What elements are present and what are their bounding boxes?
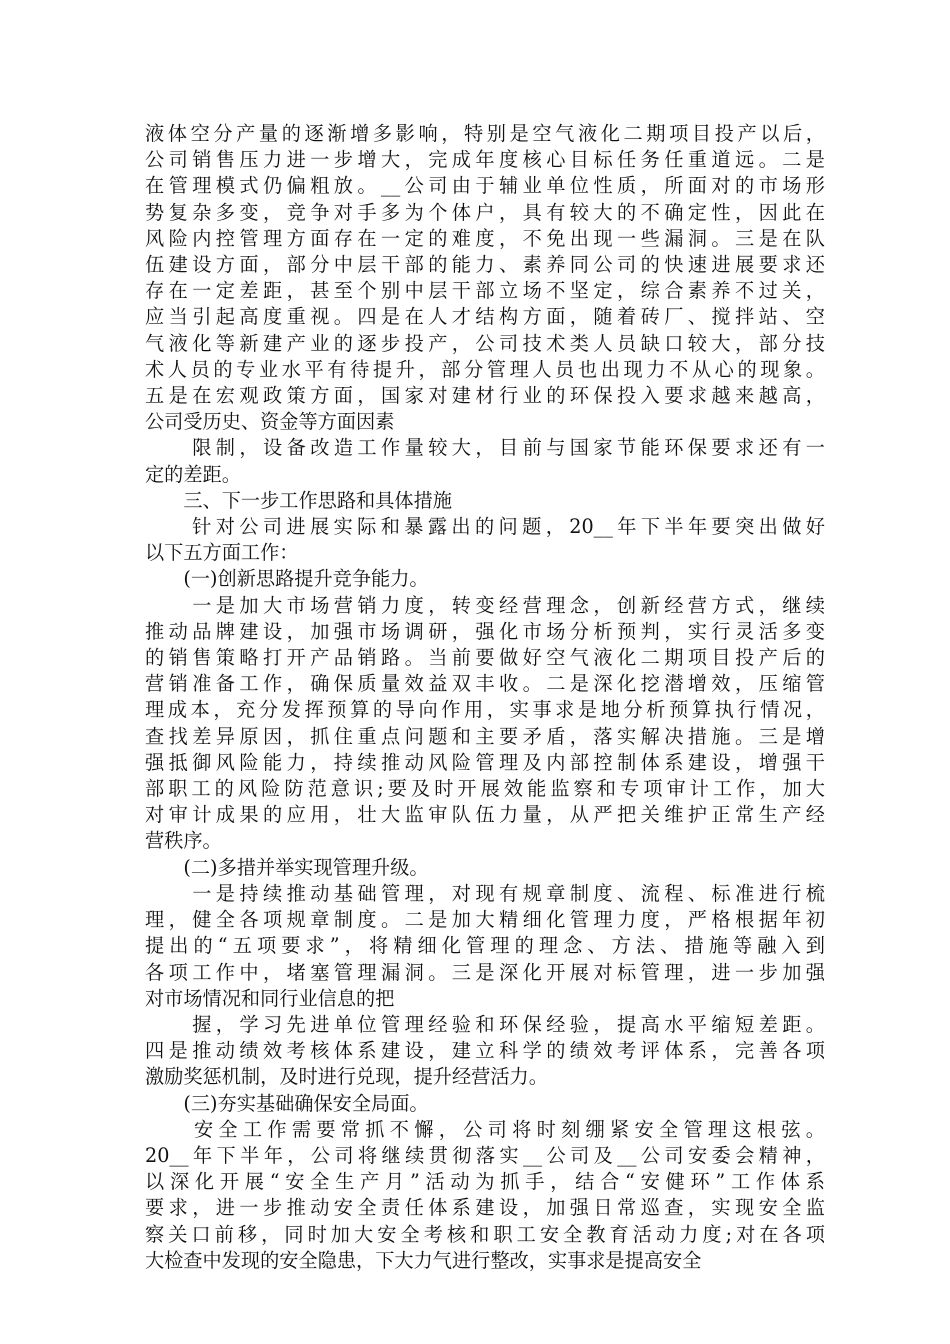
text-line: 势复杂多变，竞争对手多为个体户，具有较大的不确定性，因此在 [145, 200, 825, 224]
text-line: 定的差距。 [145, 462, 241, 486]
text-line: 气液化等新建产业的逐步投产，公司技术类人员缺口较大，部分技 [145, 331, 825, 355]
text-line: 营秩序。 [145, 829, 222, 853]
text-line: 限制，设备改造工作量较大，目前与国家节能环保要求还有一 [145, 436, 825, 460]
text-line: 20__年下半年，公司将继续贯彻落实__公司及__公司安委会精神， [145, 1143, 825, 1167]
paragraph [145, 566, 825, 592]
text-line: 以深化开展“安全生产月”活动为抓手，结合“安健环”工作体系 [145, 1170, 825, 1194]
text-line: 液体空分产量的逐渐增多影响，特别是空气液化二期项目投产以后， [145, 122, 825, 145]
paragraph [145, 593, 825, 855]
text-line: 查找差异原因，抓住重点问题和主要矛盾，落实解决措施。三是增 [145, 724, 825, 748]
paragraph [145, 881, 825, 1012]
paragraph [145, 1012, 825, 1091]
text-line: 握，学习先进单位管理经验和环保经验，提高水平缩短差距。 [145, 1012, 825, 1036]
text-line: 一是持续推动基础管理，对现有规章制度、流程、标准进行梳 [145, 881, 825, 905]
text-line: (三)夯实基础确保安全局面。 [145, 1091, 429, 1115]
text-line: 各项工作中，堵塞管理漏洞。三是深化开展对标管理，进一步加强 [145, 960, 825, 984]
text-line: 术人员的专业水平有待提升，部分管理人员也出现力不从心的现象。 [145, 357, 825, 381]
text-line: (二)多措并举实现管理升级。 [145, 855, 429, 879]
text-line: 风险内控管理方面存在一定的难度，不免出现一些漏洞。三是在队 [145, 226, 825, 250]
text-line: 营销准备工作，确保质量效益双丰收。二是深化挖潜增效，压缩管 [145, 672, 825, 696]
text-line: 大检查中发现的安全隐患，下大力气进行整改，实事求是提高安全 [145, 1248, 702, 1272]
text-line: 四是推动绩效考核体系建设，建立科学的绩效考评体系，完善各项 [145, 1039, 825, 1063]
text-line: 针对公司进展实际和暴露出的问题，20__年下半年要突出做好 [145, 515, 825, 539]
text-line: 提出的“五项要求”，将精细化管理的理念、方法、措施等融入到 [145, 934, 825, 958]
paragraph [145, 1117, 825, 1274]
text-line: 对市场情况和同行业信息的把 [145, 986, 395, 1010]
text-line: 伍建设方面，部分中层干部的能力、素养同公司的快速进展要求还 [145, 253, 825, 277]
text-line: 理成本，充分发挥预算的导向作用，实事求是地分析预算执行情况， [145, 698, 825, 722]
text-line: 三、下一步工作思路和具体措施 [145, 488, 452, 512]
text-line: (一)创新思路提升竞争能力。 [145, 567, 429, 591]
text-line: 激励奖惩机制，及时进行兑现，提升经营活力。 [145, 1065, 548, 1089]
text-line: 的销售策略打开产品销路。当前要做好空气液化二期项目投产后的 [145, 646, 825, 670]
text-line: 部职工的风险防范意识;要及时开展效能监察和专项审计工作，加大 [145, 777, 825, 801]
document-body [145, 121, 825, 1274]
text-line: 公司销售压力进一步增大，完成年度核心目标任务任重道远。二是 [145, 148, 825, 172]
text-line: 存在一定差距，甚至个别中层干部立场不坚定，综合素养不过关， [145, 279, 825, 303]
text-line: 以下五方面工作： [145, 541, 299, 565]
text-line: 应当引起高度重视。四是在人才结构方面，随着砖厂、搅拌站、空 [145, 305, 825, 329]
text-line: 要求，进一步推动安全责任体系建设，加强日常巡查，实现安全监 [145, 1196, 825, 1220]
text-line: 理，健全各项规章制度。二是加大精细化管理力度，严格根据年初 [145, 908, 825, 932]
text-line: 一是加大市场营销力度，转变经营理念，创新经营方式，继续 [145, 593, 825, 617]
text-line: 公司受历史、资金等方面因素 [145, 410, 395, 434]
paragraph [145, 435, 825, 487]
paragraph [145, 488, 825, 514]
text-line: 强抵御风险能力，持续推动风险管理及内部控制体系建设，增强干 [145, 750, 825, 774]
paragraph [145, 121, 825, 435]
text-line: 推动品牌建设，加强市场调研，强化市场分析预判，实行灵活多变 [145, 619, 825, 643]
text-line: 对审计成果的应用，壮大监审队伍力量，从严把关维护正常生产经 [145, 803, 825, 827]
text-line: 五是在宏观政策方面，国家对建材行业的环保投入要求越来越高， [145, 384, 825, 408]
text-line: 察关口前移，同时加大安全考核和职工安全教育活动力度;对在各项 [145, 1222, 825, 1246]
paragraph [145, 1091, 825, 1117]
paragraph [145, 514, 825, 566]
text-line: 安全工作需要常抓不懈，公司将时刻绷紧安全管理这根弦。 [145, 1117, 825, 1141]
text-line: 在管理模式仍偏粗放。__公司由于辅业单位性质，所面对的市场形 [145, 174, 825, 198]
paragraph [145, 855, 825, 881]
